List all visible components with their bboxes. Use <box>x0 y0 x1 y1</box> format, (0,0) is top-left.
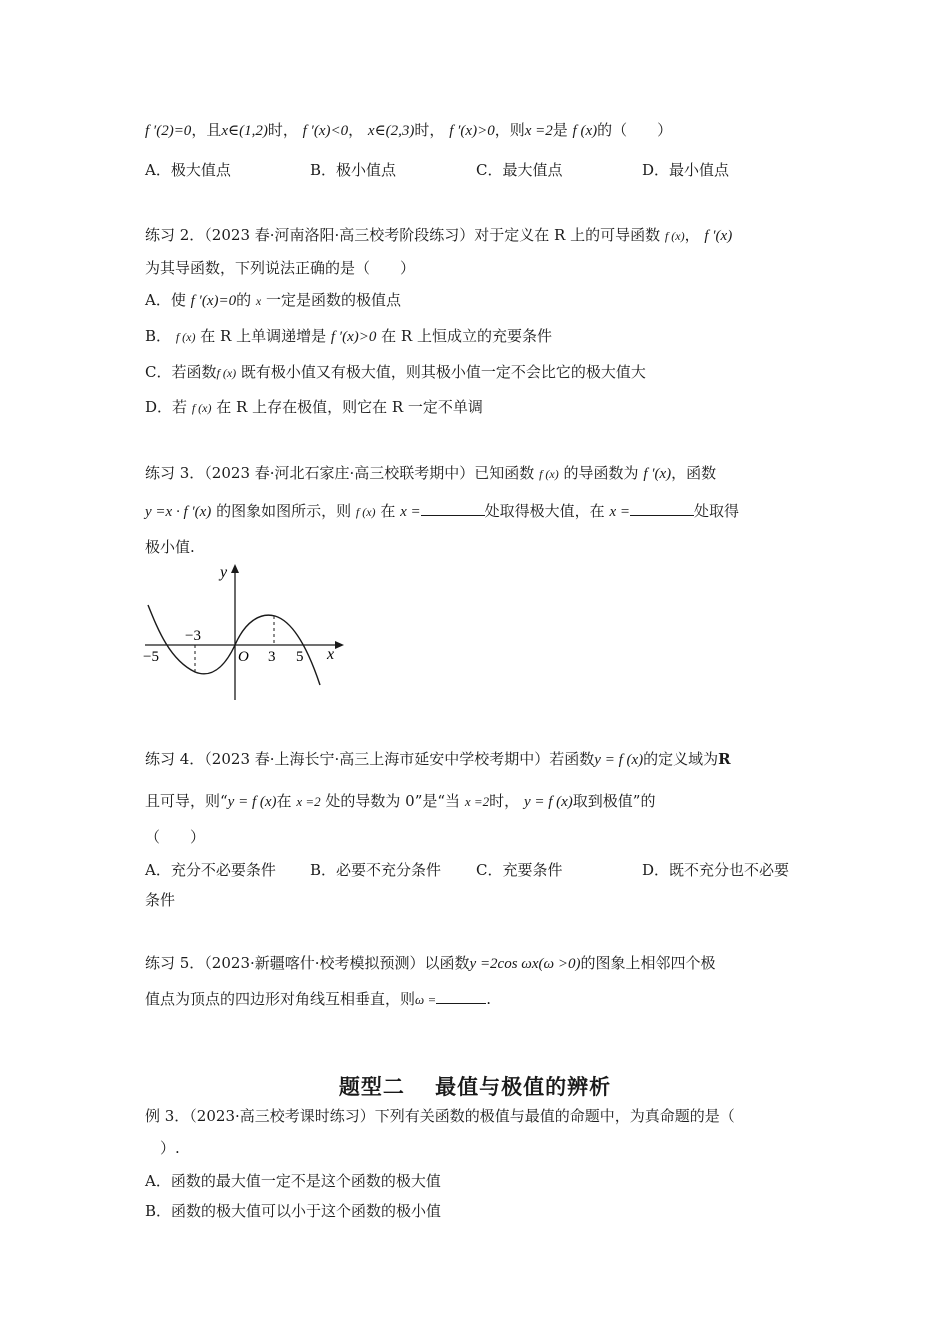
formula: x = <box>400 504 421 520</box>
formula: x =2 <box>464 794 490 809</box>
text: C．若函数 <box>145 363 217 381</box>
text: ，且 <box>191 121 222 139</box>
formula: f ′(x)>0 <box>330 329 377 345</box>
formula: f ′(x)<0 <box>302 123 349 139</box>
formula: y = f (x) <box>523 794 573 810</box>
ex4-line1 <box>145 748 825 771</box>
text: 练习 2．（2023 春·河南洛阳·高三校考阶段练习）对于定义在 R 上的可导函数 <box>145 226 661 244</box>
text: 取到极值”的 <box>572 792 656 810</box>
intro-option-d: D．最小值点 <box>642 161 730 179</box>
text: 时， <box>414 121 445 139</box>
answer-blank[interactable] <box>630 500 694 516</box>
text: 的 <box>236 291 252 309</box>
text: 的图象如图所示，则 <box>216 502 352 520</box>
formula: f (x) <box>175 330 196 344</box>
ex2-option-b <box>145 325 825 348</box>
ex2-option-a <box>145 289 825 312</box>
text: ，函数 <box>671 464 717 482</box>
text: 时， <box>489 792 520 810</box>
formula: x =2 <box>296 794 321 809</box>
formula: f ′(x)=0 <box>190 293 237 309</box>
text: . <box>486 990 491 1008</box>
text: 在 <box>380 502 396 520</box>
formula: y =x · f ′(x) <box>145 504 212 520</box>
x-axis-arrow-icon <box>335 641 344 649</box>
formula: f (x) <box>191 401 212 415</box>
ex6-option-b: B．函数的极大值可以小于这个函数的极小值 <box>145 1202 442 1220</box>
formula: ω = <box>415 992 437 1007</box>
text: 在 R 上恒成立的充要条件 <box>381 327 552 345</box>
ex4-option-b: B．必要不充分条件 <box>310 861 442 879</box>
answer-blank[interactable] <box>436 988 486 1004</box>
tick-label-5: 5 <box>296 649 304 665</box>
ex4-option-c: C．充要条件 <box>476 861 563 879</box>
ex6-line2: ）. <box>145 1139 180 1157</box>
ex2-line1 <box>145 224 825 247</box>
ex4-option-d: D．既不充分也不必要 <box>642 861 790 879</box>
text: 在 <box>276 792 292 810</box>
text: 的（ ） <box>597 121 673 139</box>
formula: x = <box>609 504 630 520</box>
text: 值点为顶点的四边形对角线互相垂直，则 <box>145 990 416 1008</box>
text: 处取得 <box>693 502 739 520</box>
formula: f ′(2)=0 <box>145 123 192 139</box>
formula: f ′(x)>0 <box>449 123 495 139</box>
ex4-option-d-cont: 条件 <box>145 891 176 909</box>
text: D．若 <box>145 398 188 416</box>
intro-question-line <box>145 119 825 142</box>
formula: f ′(x) <box>643 466 672 482</box>
formula: f (x) <box>355 505 376 519</box>
formula: f (x) <box>572 123 598 139</box>
tick-label-3: 3 <box>268 649 276 665</box>
ex6-line1: 例 3．（2023·高三校考课时练习）下列有关函数的极值与最值的命题中，为真命题的是（ <box>145 1107 735 1125</box>
y-axis-arrow-icon <box>231 564 239 573</box>
formula: y = f (x) <box>227 794 277 810</box>
text: 既有极小值又有极大值，则其极小值一定不会比它的极大值大 <box>240 363 646 381</box>
section-heading: 题型二 最值与极值的辨析 <box>338 1075 612 1099</box>
intro-option-c: C．最大值点 <box>476 161 563 179</box>
ex4-line3: （ ） <box>145 828 206 846</box>
formula: x =2 <box>524 123 553 139</box>
derivative-graph <box>140 560 350 705</box>
ex4-line2 <box>145 790 825 813</box>
ex5-line1 <box>145 952 825 975</box>
ex3-line1 <box>145 462 825 485</box>
y-label: y <box>220 564 228 581</box>
ex3-line2 <box>145 500 825 523</box>
formula: f (x) <box>539 467 559 481</box>
formula: f ′(x) <box>704 228 733 244</box>
text: 处取得极大值，在 <box>484 502 605 520</box>
text: 是 <box>552 121 568 139</box>
ex3-line3: 极小值. <box>145 538 195 556</box>
text: ， <box>684 226 700 244</box>
ex2-line2: 为其导函数，下列说法正确的是（ ） <box>145 259 416 277</box>
text: 的定义域为 <box>643 750 719 768</box>
ex2-option-d <box>145 396 825 419</box>
formula: f (x) <box>216 366 237 380</box>
ex5-line2 <box>145 988 825 1011</box>
text: 在 R 上单调递增是 <box>200 327 327 345</box>
text: 练习 5．（2023·新疆喀什·校考模拟预测）以函数 <box>145 954 470 972</box>
text: 练习 3．（2023 春·河北石家庄·高三校联考期中）已知函数 <box>145 464 535 482</box>
text: 在 R 上存在极值，则它在 R 一定不单调 <box>216 398 483 416</box>
text: 一定是函数的极值点 <box>266 291 402 309</box>
text: ， <box>348 121 364 139</box>
text: A．使 <box>145 291 186 309</box>
text: ，则 <box>494 121 525 139</box>
ex4-option-a: A．充分不必要条件 <box>145 861 276 879</box>
formula: y =2cos ωx(ω >0) <box>469 956 581 972</box>
x-label: x <box>327 646 335 663</box>
text: 且可导，则“ <box>145 792 228 810</box>
text: 的导函数为 <box>563 464 639 482</box>
intro-option-a: A．极大值点 <box>145 161 231 179</box>
formula: x <box>255 294 262 308</box>
ex6-option-a: A．函数的最大值一定不是这个函数的极大值 <box>145 1172 441 1190</box>
intro-option-b: B．极小值点 <box>310 161 397 179</box>
text: 处的导数为 0”是“当 <box>325 792 461 810</box>
text: 的图象上相邻四个极 <box>580 954 716 972</box>
text-bold: R <box>718 750 731 768</box>
origin-label: O <box>238 649 249 665</box>
formula: x∈(1,2) <box>221 123 268 139</box>
tick-label-minus5: −5 <box>143 649 159 665</box>
text: 时， <box>267 121 298 139</box>
text: 练习 4．（2023 春·上海长宁·高三上海市延安中学校考期中）若函数 <box>145 750 595 768</box>
text: B． <box>145 327 172 345</box>
formula: x∈(2,3) <box>367 123 415 139</box>
ex2-option-c <box>145 361 825 384</box>
formula: f (x) <box>664 229 685 243</box>
answer-blank[interactable] <box>421 500 485 516</box>
tick-label-minus3: −3 <box>185 628 201 644</box>
formula: y = f (x) <box>594 752 644 768</box>
